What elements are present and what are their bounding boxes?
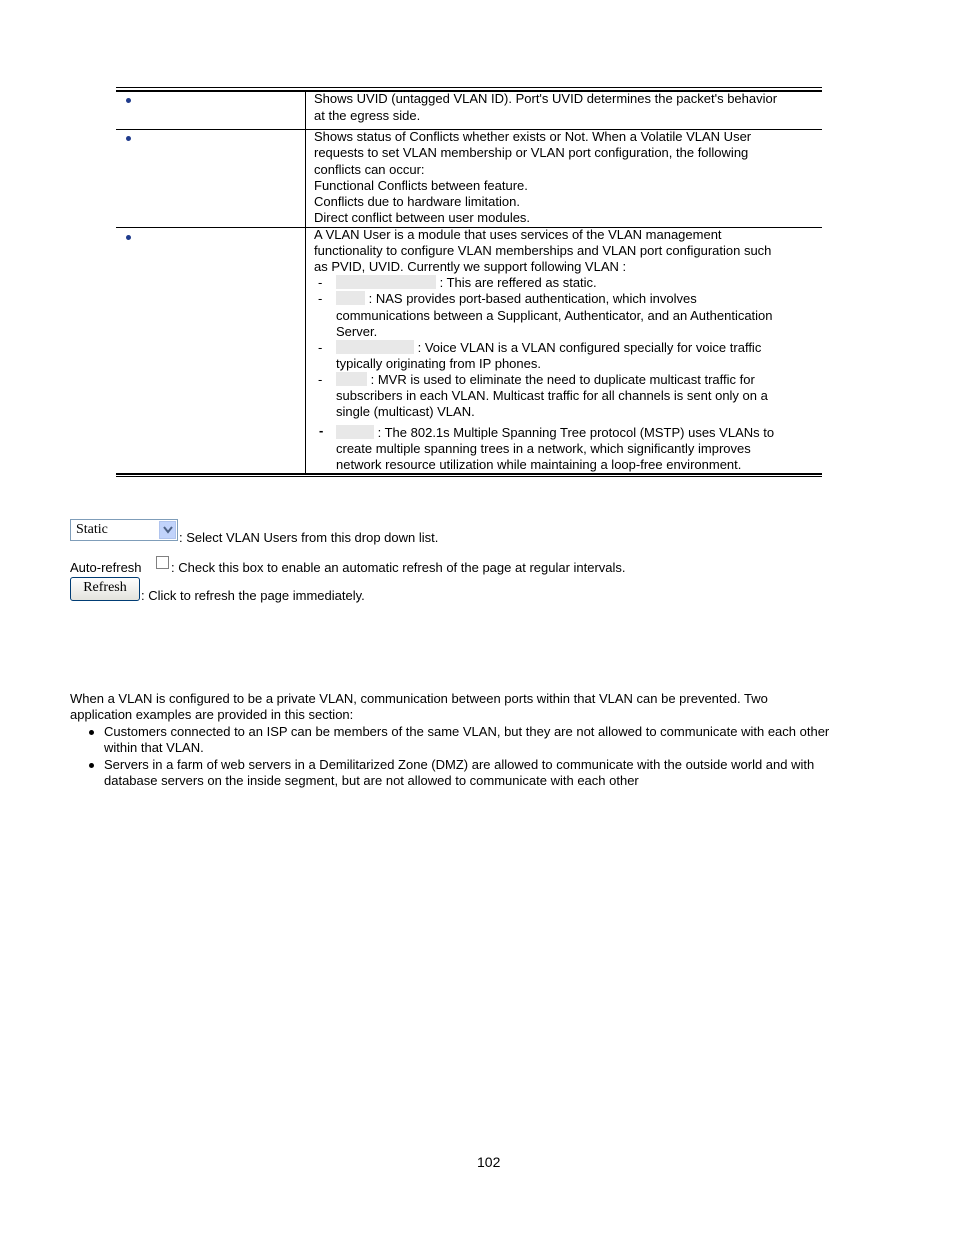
blank-highlight	[336, 291, 365, 305]
table-top-rule	[116, 87, 822, 88]
list-item: database servers on the inside segment, but are not allowed to communicate with each other	[104, 773, 639, 788]
text-line: Functional Conflicts between feature.	[314, 178, 528, 193]
auto-refresh-label: Auto-refresh	[70, 560, 142, 575]
text-line: typically originating from IP phones.	[336, 356, 541, 371]
bullet-icon	[126, 98, 131, 103]
bullet-icon	[89, 730, 94, 735]
blank-highlight	[336, 340, 414, 354]
vlan-user-item-mvr: : MVR is used to eliminate the need to duplicate multicast traffic for	[336, 372, 755, 388]
vlan-user-item-static: : This are reffered as static.	[336, 275, 597, 291]
select-value: Static	[76, 522, 108, 537]
text-line: requests to set VLAN membership or VLAN port configuration, the following	[314, 145, 749, 160]
text-line: subscribers in each VLAN. Multicast traffic for all channels is sent only on a	[336, 388, 768, 403]
text-line: functionality to configure VLAN memberships and VLAN port configuration such	[314, 243, 772, 258]
dash-marker: -	[318, 340, 323, 355]
bullet-icon	[126, 136, 131, 141]
dash-marker: -	[319, 423, 324, 438]
vlan-user-item-nas: : NAS provides port-based authentication, which involves	[336, 291, 697, 307]
select-description: : Select VLAN Users from this drop down list.	[179, 530, 439, 545]
dash-marker: -	[318, 275, 323, 290]
auto-refresh-checkbox[interactable]	[156, 556, 169, 569]
list-item: Customers connected to an ISP can be members of the same VLAN, but they are not allowed to communicate with each other	[104, 724, 830, 739]
page-number: 102	[477, 1154, 501, 1170]
text-line: Server.	[336, 324, 378, 339]
vlan-user-select[interactable]	[70, 519, 178, 541]
vlan-user-item-mstp: : The 802.1s Multiple Spanning Tree protocol (MSTP) uses VLANs to	[336, 425, 774, 441]
blank-highlight	[336, 275, 436, 289]
chevron-down-icon[interactable]	[159, 521, 176, 539]
blank-highlight	[336, 372, 367, 386]
text-line: Shows status of Conflicts whether exists or Not. When a Volatile VLAN User	[314, 129, 752, 144]
refresh-button[interactable]: Refresh	[70, 577, 140, 601]
auto-refresh-description: : Check this box to enable an automatic refresh of the page at regular intervals.	[171, 560, 626, 575]
table-bottom-rule	[116, 473, 822, 475]
text-line: Shows UVID (untagged VLAN ID). Port's UVID determines the packet's behavior	[314, 91, 778, 106]
column-divider	[305, 92, 306, 473]
text-line: Conflicts due to hardware limitation.	[314, 194, 520, 209]
text-line: single (multicast) VLAN.	[336, 404, 475, 419]
paragraph-line: When a VLAN is configured to be a private VLAN, communication between ports within that VLAN can be prevented. Two	[70, 691, 768, 706]
text-line: A VLAN User is a module that uses services of the VLAN management	[314, 227, 722, 242]
text-line: network resource utilization while maintaining a loop-free environment.	[336, 457, 742, 472]
vlan-user-item-voice-vlan: : Voice VLAN is a VLAN configured specially for voice traffic	[336, 340, 761, 356]
table-bottom-rule-2	[116, 476, 822, 477]
text-line: communications between a Supplicant, Authenticator, and an Authentication	[336, 308, 773, 323]
text-line: Direct conflict between user modules.	[314, 210, 531, 225]
list-item: Servers in a farm of web servers in a Demilitarized Zone (DMZ) are allowed to communicate with the outside world and with	[104, 757, 815, 772]
text-line: at the egress side.	[314, 108, 421, 123]
text-line: create multiple spanning trees in a network, which significantly improves	[336, 441, 751, 456]
text-line: conflicts can occur:	[314, 162, 425, 177]
paragraph-line: application examples are provided in this section:	[70, 707, 354, 722]
dash-marker: -	[318, 372, 323, 387]
text-line: as PVID, UVID. Currently we support following VLAN :	[314, 259, 627, 274]
bullet-icon	[89, 763, 94, 768]
blank-highlight	[336, 425, 374, 439]
list-item: within that VLAN.	[104, 740, 204, 755]
bullet-icon	[126, 235, 131, 240]
refresh-description: : Click to refresh the page immediately.	[141, 588, 365, 603]
dash-marker: -	[318, 291, 323, 306]
